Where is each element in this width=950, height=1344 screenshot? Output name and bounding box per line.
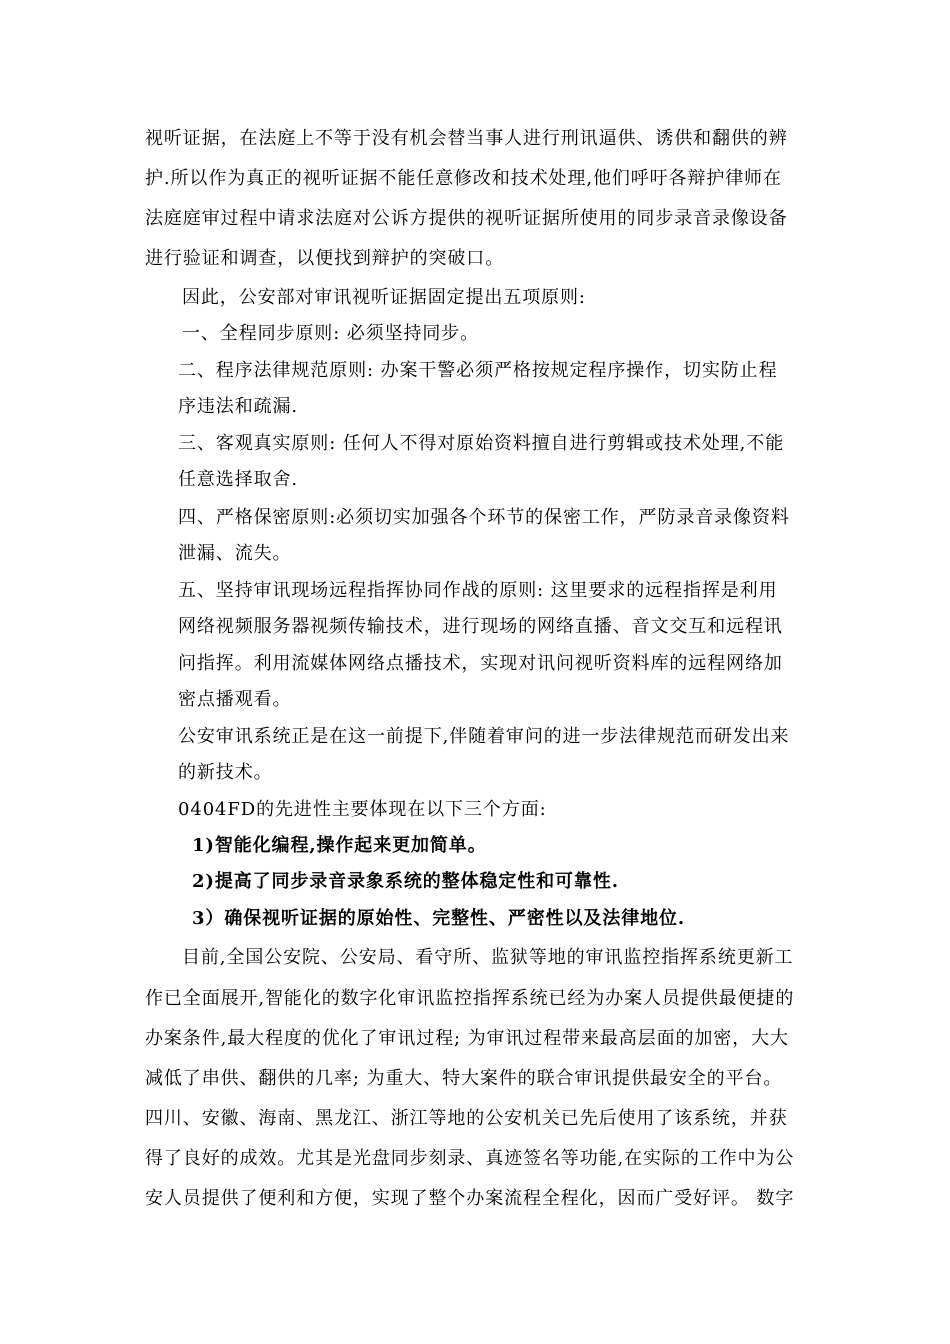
list-item: 网络视频服务器视频传输技术，进行现场的网络直播、音文交互和远程讯	[178, 616, 783, 637]
advantage-item: 1)智能化编程,操作起来更加简单。	[192, 835, 487, 856]
paragraph-line: 安人员提供了便利和方便，实现了整个办案流程全程化，因而广受好评。 数字	[145, 1188, 795, 1209]
paragraph-line: 得了良好的成效。尤其是光盘同步刻录、真迹签名等功能,在实际的工作中为公	[145, 1148, 795, 1169]
list-item: 三、客观真实原则: 任何人不得对原始资料擅自进行剪辑或技术处理,不能	[178, 433, 785, 454]
paragraph-line: 作已全面展开,智能化的数字化审讯监控指挥系统已经为办案人员提供最便捷的	[145, 988, 795, 1009]
list-item: 二、程序法律规范原则: 办案干警必须严格按规定程序操作，切实防止程	[178, 360, 778, 381]
list-item: 密点播观看。	[178, 689, 292, 710]
paragraph-line: 公安审讯系统正是在这一前提下,伴随着审问的进一步法律规范而研发出来	[178, 726, 790, 747]
advantage-item: 3）确保视听证据的原始性、完整性、严密性以及法律地位.	[192, 908, 686, 929]
paragraph-line: 视听证据，在法庭上不等于没有机会替当事人进行刑讯逼供、诱供和翻供的辨	[145, 128, 788, 149]
paragraph-line: 四川、安徽、海南、黑龙江、浙江等地的公安机关已先后使用了该系统，并获	[145, 1108, 788, 1129]
paragraph-line: 的新技术。	[178, 762, 273, 783]
advantage-item: 2)提高了同步录音录象系统的整体稳定性和可靠性.	[192, 871, 619, 892]
paragraph-line: 护.所以作为真正的视听证据不能任意修改和技术处理,他们呼吁各辩护律师在	[145, 168, 782, 189]
list-item: 问指挥。利用流媒体网络点播技术，实现对讯问视听资料库的远程网络加	[178, 653, 783, 674]
paragraph-line: 进行验证和调查，以便找到辩护的突破口。	[145, 248, 505, 269]
paragraph-line: 减低了串供、翻供的几率; 为重大、特大案件的联合审讯提供最安全的平台。	[145, 1068, 783, 1089]
paragraph-line: 法庭庭审过程中请求法庭对公诉方提供的视听证据所使用的同步录音录像设备	[145, 208, 788, 229]
list-item: 任意选择取舍.	[178, 469, 299, 490]
list-item: 泄漏、流失。	[178, 543, 292, 564]
list-item: 序违法和疏漏.	[178, 396, 299, 417]
paragraph-line: 办案条件,最大程度的优化了审讯过程; 为审讯过程带来最高层面的加密，大大	[145, 1028, 789, 1049]
list-item: 一、全程同步原则: 必须坚持同步。	[182, 323, 480, 344]
list-item: 四、严格保密原则:必须切实加强各个环节的保密工作，严防录音录像资料	[178, 507, 790, 528]
paragraph-line: 0404FD的先进性主要体现在以下三个方面:	[178, 799, 547, 820]
paragraph-line: 目前,全国公安院、公安局、看守所、监狱等地的审讯监控指挥系统更新工	[182, 947, 794, 968]
paragraph-line: 因此，公安部对审讯视听证据固定提出五项原则:	[182, 287, 586, 308]
list-item: 五、坚持审讯现场远程指挥协同作战的原则: 这里要求的远程指挥是利用	[178, 580, 778, 601]
